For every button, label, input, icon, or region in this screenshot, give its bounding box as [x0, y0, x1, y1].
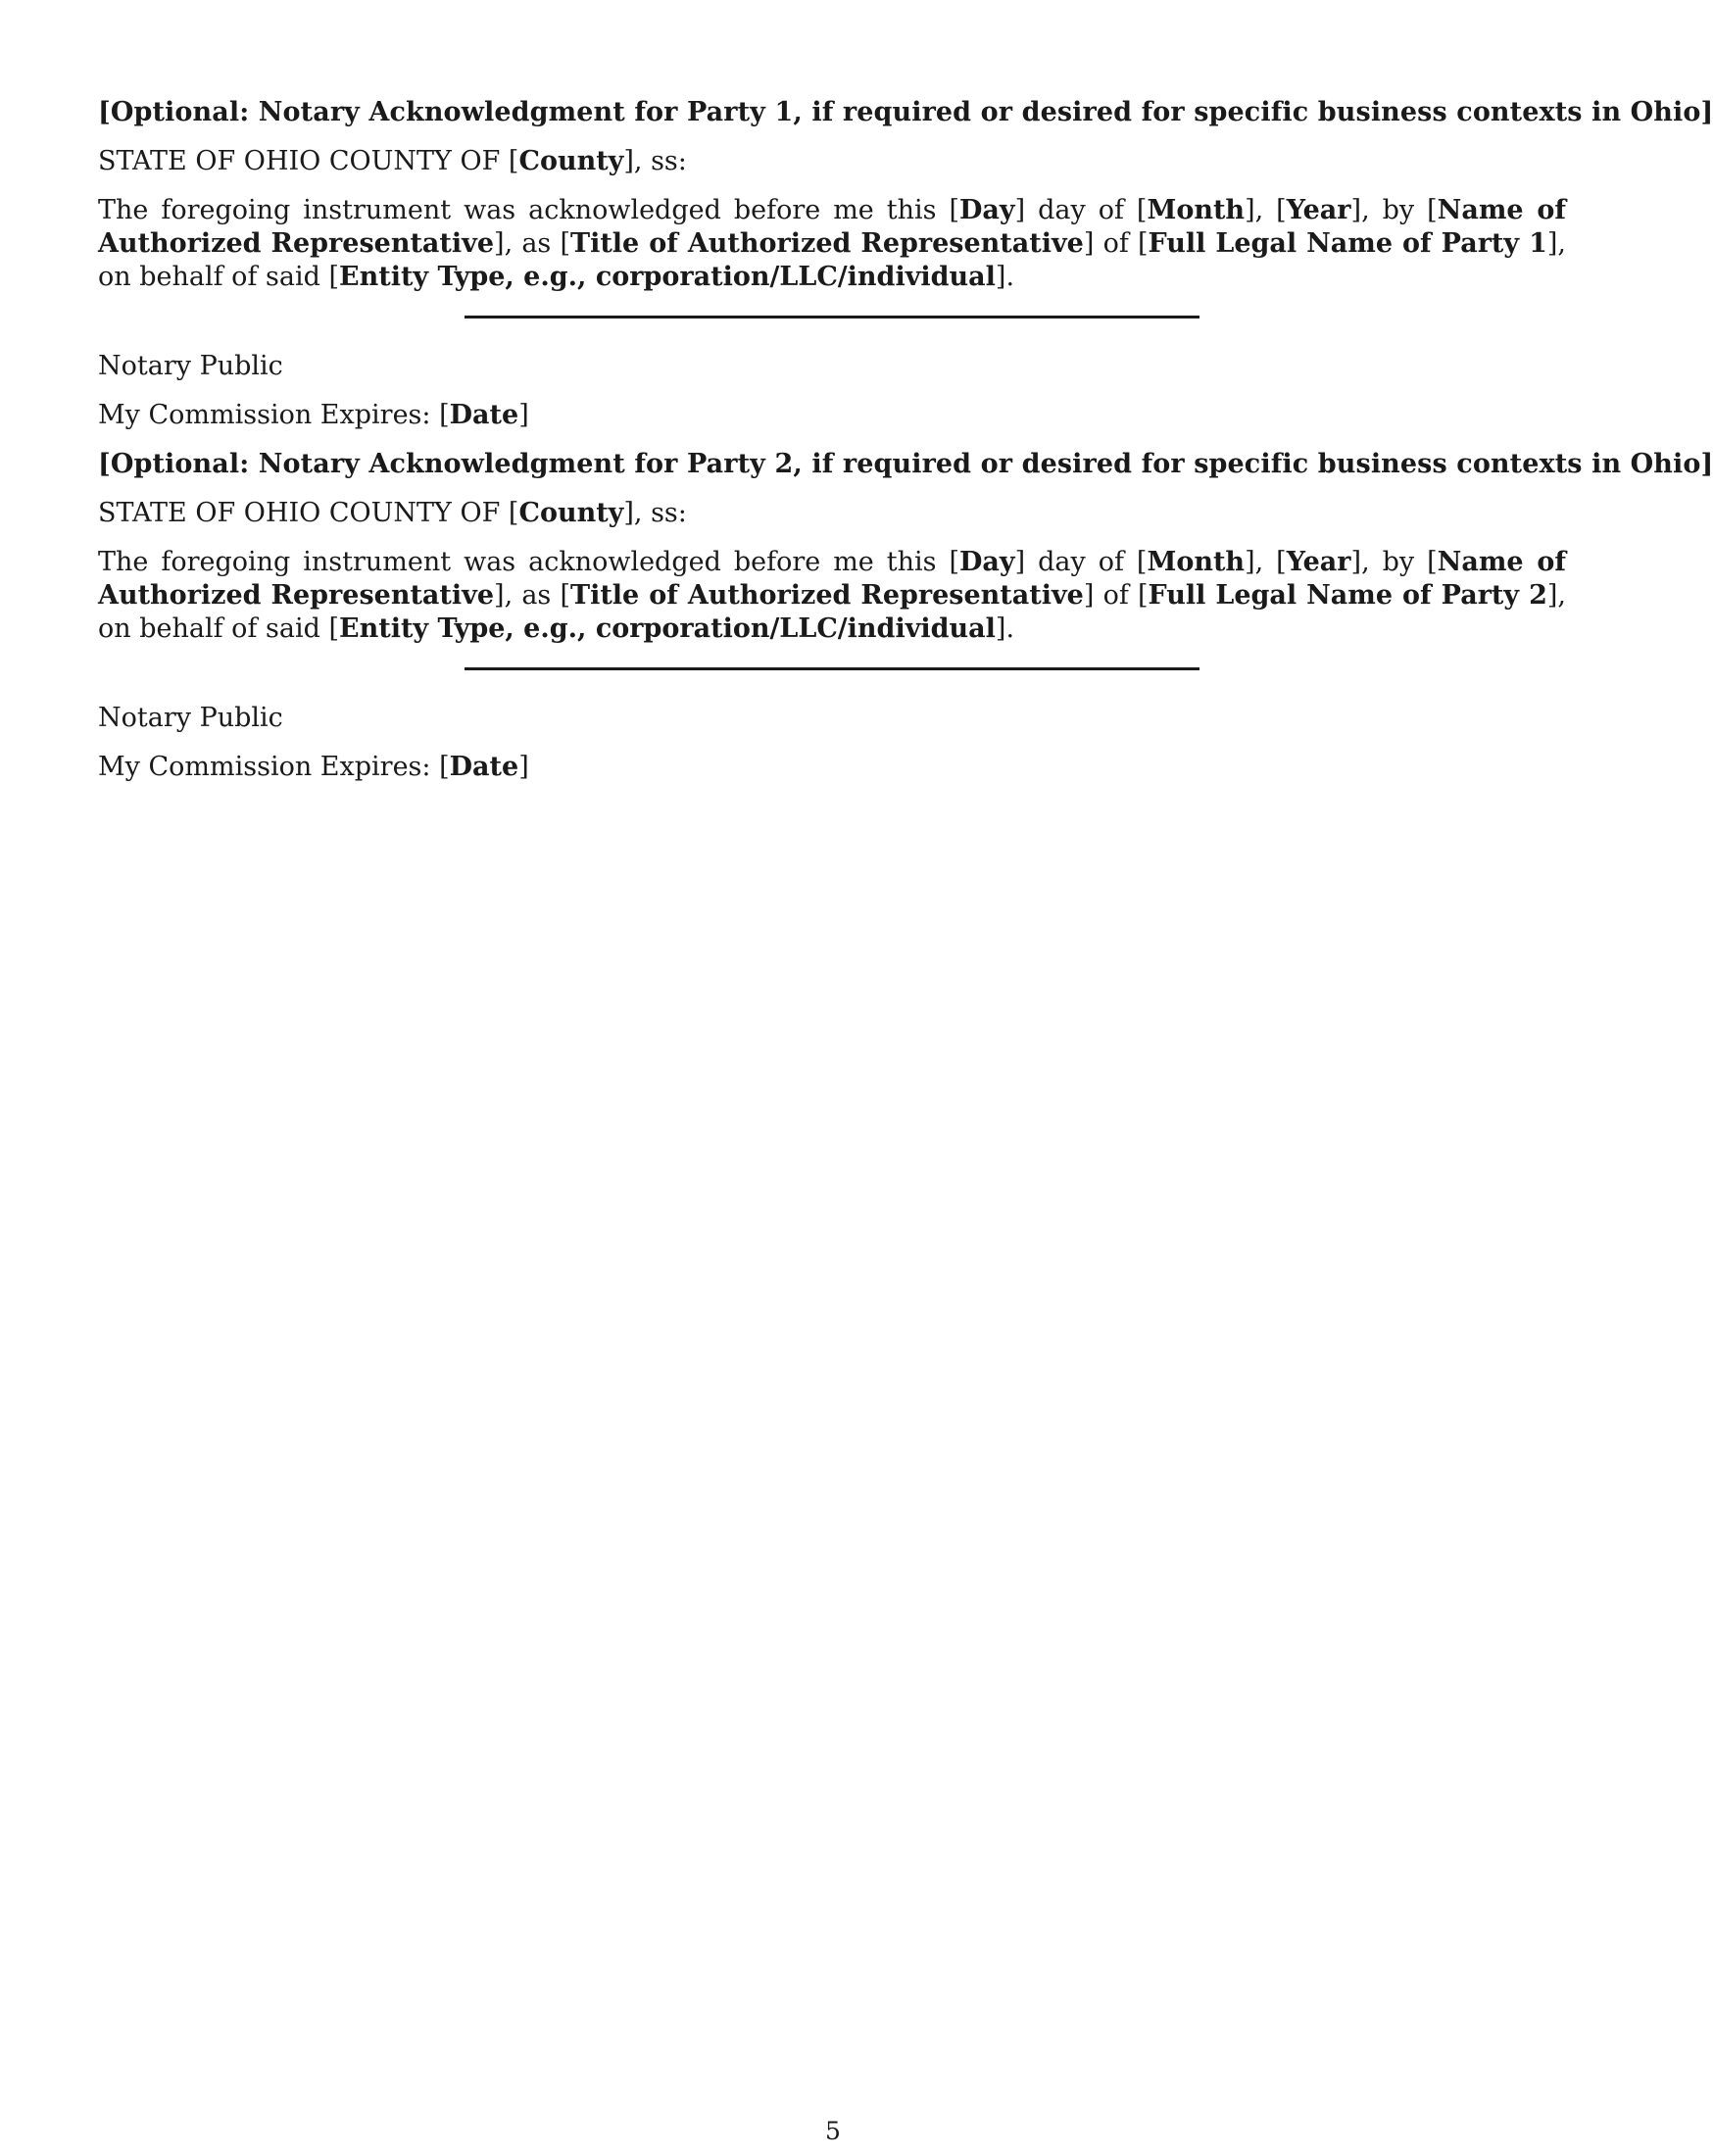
notary-acknowledgment-party-1 [98, 96, 1713, 432]
commission-expires-line: My Commission Expires: [Date] [98, 752, 529, 782]
day-placeholder: Day [958, 195, 1015, 225]
party-name-placeholder: Full Legal Name of Party 1 [1148, 228, 1547, 259]
acknowledgment-heading: [Optional: Notary Acknowledgment for Party 2, if required or desired for specific business contexts in Ohio] [98, 449, 1713, 479]
document-page [98, 96, 1713, 800]
venue-line: STATE OF OHIO COUNTY OF [County], ss: [98, 498, 687, 528]
year-placeholder: Year [1286, 195, 1351, 225]
acknowledgment-paragraph: The foregoing instrument was acknowledged before me this [Day] day of [Month], [Year], by [Name of Authorized Representative], as [Title of Authorized Representative] of [Full Legal Name of Party 2], on behalf of said [Entity Type, e.g., corporation/LLC/individual]. [98, 547, 1566, 644]
notary-acknowledgment-party-2 [98, 448, 1713, 784]
page-number: 5 [825, 2117, 841, 2145]
month-placeholder: Month [1147, 547, 1246, 577]
commission-expires-line: My Commission Expires: [Date] [98, 400, 529, 430]
venue-line: STATE OF OHIO COUNTY OF [County], ss: [98, 146, 687, 176]
party-name-placeholder: Full Legal Name of Party 2 [1148, 580, 1547, 611]
acknowledgment-paragraph: The foregoing instrument was acknowledged before me this [Day] day of [Month], [Year], by [Name of Authorized Representative], as [Title of Authorized Representative] of [Full Legal Name of Party 1], on behalf of said [Entity Type, e.g., corporation/LLC/individual]. [98, 195, 1566, 292]
representative-name-placeholder: Name of Authorized Representative [98, 547, 1566, 611]
entity-type-placeholder: Entity Type, e.g., corporation/LLC/individual [339, 262, 996, 292]
representative-name-placeholder: Name of Authorized Representative [98, 195, 1566, 259]
county-placeholder: County [518, 146, 624, 176]
representative-title-placeholder: Title of Authorized Representative [569, 580, 1084, 611]
notary-public-label: Notary Public [98, 351, 283, 381]
representative-title-placeholder: Title of Authorized Representative [569, 228, 1084, 259]
notary-signature-line [465, 667, 1199, 670]
commission-date-placeholder: Date [449, 752, 519, 782]
county-placeholder: County [518, 498, 624, 528]
notary-signature-line [465, 316, 1199, 318]
entity-type-placeholder: Entity Type, e.g., corporation/LLC/individual [339, 613, 996, 644]
notary-public-label: Notary Public [98, 703, 283, 733]
acknowledgment-heading: [Optional: Notary Acknowledgment for Party 1, if required or desired for specific business contexts in Ohio] [98, 97, 1713, 127]
commission-date-placeholder: Date [449, 400, 519, 430]
day-placeholder: Day [958, 547, 1015, 577]
month-placeholder: Month [1147, 195, 1246, 225]
year-placeholder: Year [1286, 547, 1351, 577]
